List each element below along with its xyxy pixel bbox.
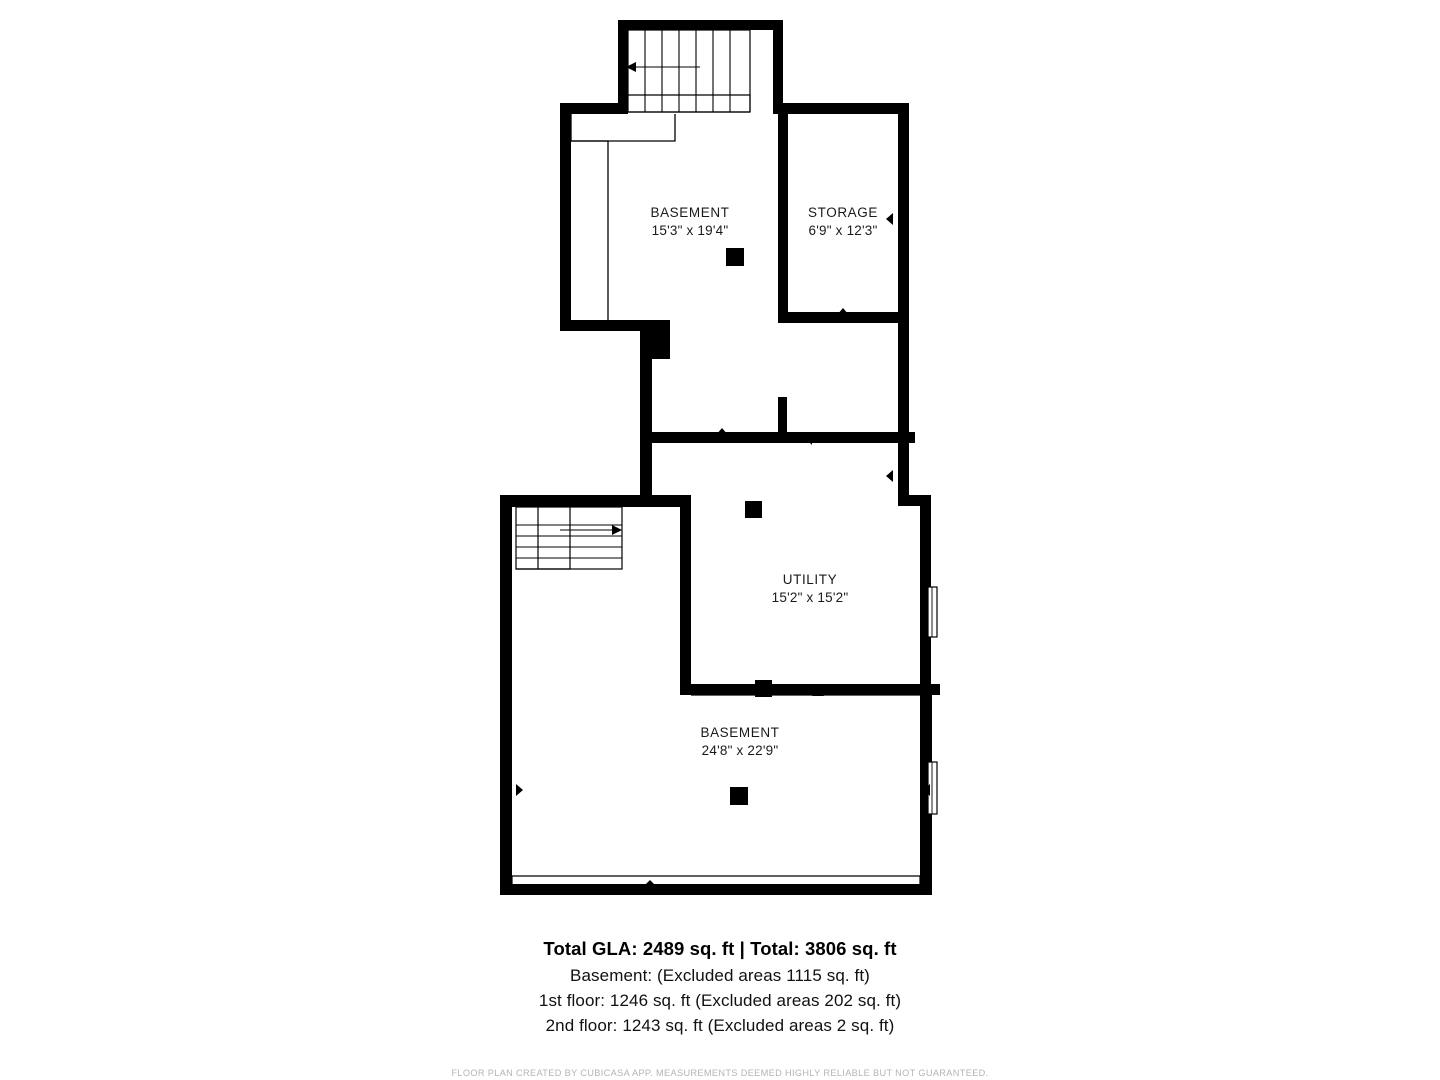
room-name: STORAGE: [808, 204, 878, 220]
support-post: [726, 248, 744, 266]
first-floor-area-line: 1st floor: 1246 sq. ft (Excluded areas 202 sq. ft): [538, 991, 902, 1010]
room-label-storage: [808, 204, 878, 240]
support-post: [745, 501, 762, 518]
room-dimensions: 15'3" x 19'4": [651, 223, 729, 238]
room-label-basement-lower: [700, 724, 779, 760]
room-label-utility: [772, 571, 849, 607]
second-floor-area-line: 2nd floor: 1243 sq. ft (Excluded areas 2 sq. ft): [545, 1016, 895, 1035]
support-post: [730, 787, 748, 805]
stair-run-lower: [516, 507, 622, 569]
window: [928, 587, 937, 637]
stair-run-upper: [626, 30, 750, 112]
room-name: UTILITY: [782, 571, 838, 587]
disclaimer-text: FLOOR PLAN CREATED BY CUBICASA APP. MEASUREMENTS DEEMED HIGHLY RELIABLE BUT NOT GUARANTEED.: [451, 1068, 989, 1078]
basement-area-line: Basement: (Excluded areas 1115 sq. ft): [570, 966, 870, 985]
room-name: BASEMENT: [700, 724, 780, 740]
room-label-basement-upper: [650, 204, 729, 240]
area-summary: [0, 938, 1440, 1041]
room-dimensions: 15'2" x 15'2": [771, 590, 849, 605]
total-gla-line: Total GLA: 2489 sq. ft | Total: 3806 sq. ft: [543, 938, 897, 959]
room-dimensions: 24'8" x 22'9": [701, 743, 779, 758]
room-dimensions: 6'9" x 12'3": [808, 223, 878, 238]
room-name: BASEMENT: [650, 204, 730, 220]
